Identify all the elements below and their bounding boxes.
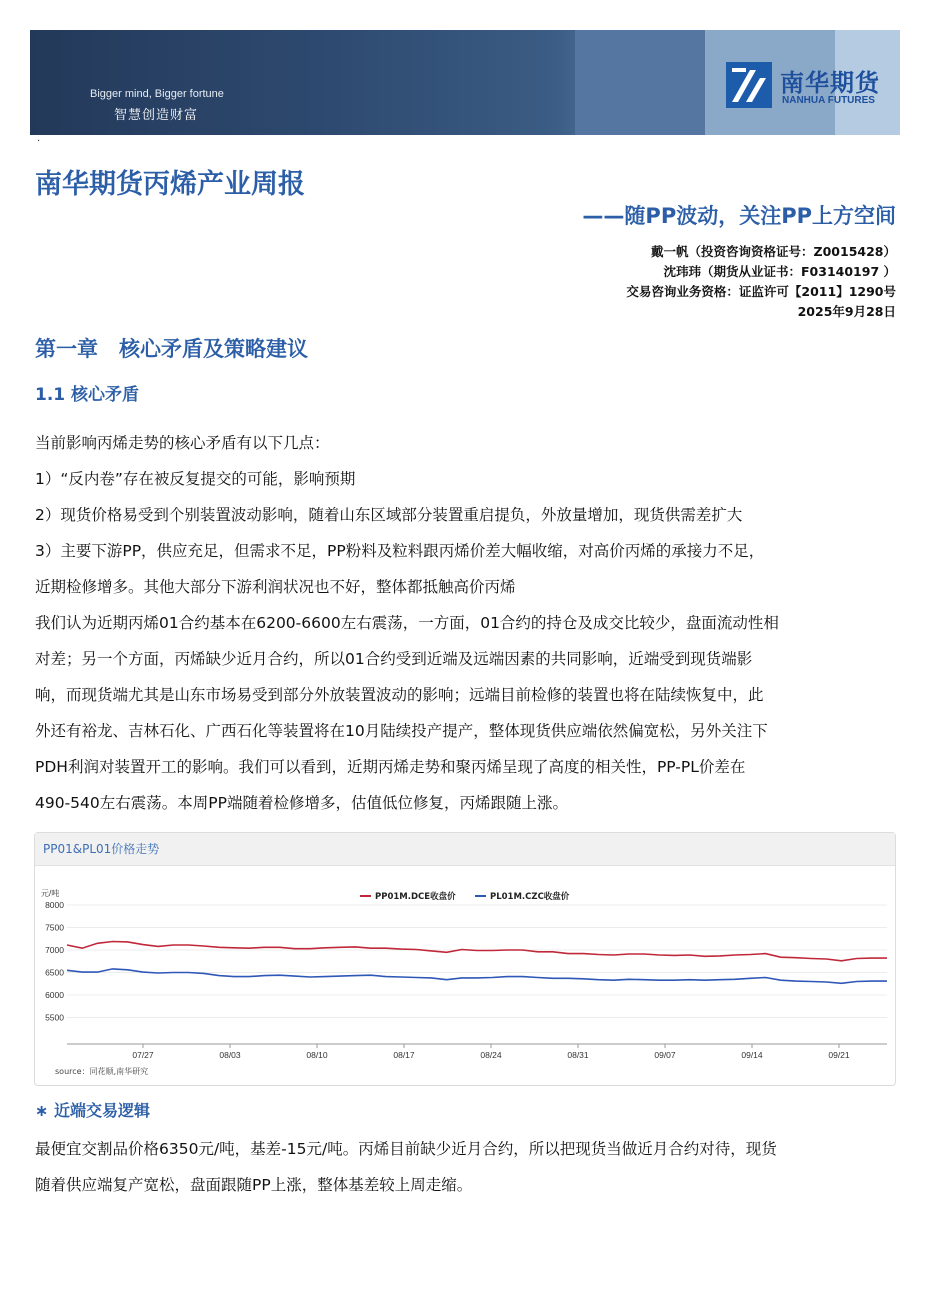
text-line: 近期检修增多。其他大部分下游利润状况也不好，整体都抵触高价丙烯 [35, 578, 516, 596]
series-line-1 [67, 969, 887, 983]
y-tick-label: 6000 [45, 990, 64, 1000]
header-dot: · [37, 136, 41, 147]
banner-panel [575, 30, 705, 135]
x-tick-label: 08/24 [480, 1050, 502, 1060]
text-line: 我们认为近期丙烯01合约基本在6200-6600左右震荡，一方面，01合约的持仓及成交比较少，盘面流动性相 [35, 614, 779, 632]
legend-label: PL01M.CZC收盘价 [490, 892, 570, 902]
x-axis-ticks [132, 1044, 850, 1060]
author-line: 戴一帆（投资咨询资格证号：Z0015428） [651, 244, 896, 259]
section-heading: 1.1 核心矛盾 [35, 385, 140, 405]
x-tick-label: 07/27 [132, 1050, 154, 1060]
chart-panel-title: PP01&PL01价格走势 [35, 833, 895, 866]
slogan-english: Bigger mind, Bigger fortune [90, 88, 224, 100]
y-axis-unit-label: 元/吨 [41, 889, 60, 898]
text-line: 外还有裕龙、吉林石化、广西石化等装置将在10月陆续投产提产，整体现货供应端依然偏宽松，另外关注下 [35, 722, 768, 740]
x-tick-label: 08/17 [393, 1050, 415, 1060]
text-line: 随着供应端复产宽松，盘面跟随PP上涨，整体基差较上周走缩。 [35, 1176, 473, 1194]
slogan-chinese: 智慧创造财富 [114, 108, 199, 123]
near-term-text [35, 1131, 895, 1203]
x-tick-label: 08/03 [219, 1050, 241, 1060]
x-tick-label: 08/10 [306, 1050, 328, 1060]
price-chart-panel [34, 832, 896, 1086]
author-line: 沈玮玮（期货从业证书：F03140197 ） [663, 264, 896, 279]
text-line: 当前影响丙烯走势的核心矛盾有以下几点： [35, 434, 330, 452]
license-line: 交易咨询业务资格：证监许可【2011】1290号 [626, 284, 896, 299]
y-tick-label: 6500 [45, 967, 64, 978]
text-line: 1）“反内卷”存在被反复提交的可能，影响预期 [35, 470, 356, 488]
text-line: 最便宜交割品价格6350元/吨，基差-15元/吨。丙烯目前缺少近月合约，所以把现货当做近月合约对待，现货 [35, 1140, 777, 1158]
x-tick-label: 09/14 [741, 1050, 763, 1060]
y-tick-label: 7000 [45, 945, 64, 955]
chart-grid [67, 905, 887, 1044]
x-tick-label: 09/21 [828, 1050, 850, 1060]
near-term-heading: ∗ 近端交易逻辑 [35, 1101, 150, 1120]
chapter-heading: 第一章 核心矛盾及策略建议 [35, 337, 308, 361]
series-line-0 [67, 942, 887, 961]
text-line: 3）主要下游PP，供应充足，但需求不足，PP粉料及粒料跟丙烯价差大幅收缩，对高价丙烯的承接力不足， [35, 542, 765, 560]
chart-legend [360, 891, 570, 902]
chart-series [67, 942, 887, 984]
author-block [626, 242, 896, 322]
text-line: 490-540左右震荡。本周PP端随着检修增多，估值低位修复，丙烯跟随上涨。 [35, 794, 568, 812]
chart-source: source：同花顺,南华研究 [55, 1067, 149, 1076]
logo-text-chinese: 南华期货 [780, 69, 880, 97]
y-tick-label: 7500 [45, 922, 64, 933]
x-tick-label: 09/07 [654, 1050, 676, 1060]
logo-text-english: NANHUA FUTURES [782, 95, 875, 106]
x-tick-label: 08/31 [567, 1050, 589, 1060]
core-contradiction-text [35, 425, 895, 821]
text-line: 对差；另一个方面，丙烯缺少近月合约，所以01合约受到近端及远端因素的共同影响，近端受到现货端影 [35, 650, 753, 668]
header-banner [30, 30, 900, 135]
y-tick-label: 5500 [45, 1012, 64, 1023]
text-line: 2）现货价格易受到个别装置波动影响，随着山东区域部分装置重启提负，外放量增加，现货供需差扩大 [35, 506, 743, 524]
y-tick-label: 8000 [45, 900, 64, 910]
text-line: PDH利润对装置开工的影响。我们可以看到，近期丙烯走势和聚丙烯呈现了高度的相关性，PP-PL价差在 [35, 758, 746, 776]
price-line-chart [35, 866, 895, 1084]
text-line: 响，而现货端尤其是山东市场易受到部分外放装置波动的影响；远端目前检修的装置也将在陆续恢复中，此 [35, 686, 764, 704]
report-title: 南华期货丙烯产业周报 [35, 169, 305, 200]
report-subtitle: ——随PP波动，关注PP上方空间 [582, 204, 896, 228]
legend-label: PP01M.DCE收盘价 [375, 892, 456, 902]
report-date: 2025年9月28日 [797, 304, 896, 319]
nanhua-logo-icon [726, 62, 772, 108]
y-axis-ticks [45, 900, 64, 1023]
